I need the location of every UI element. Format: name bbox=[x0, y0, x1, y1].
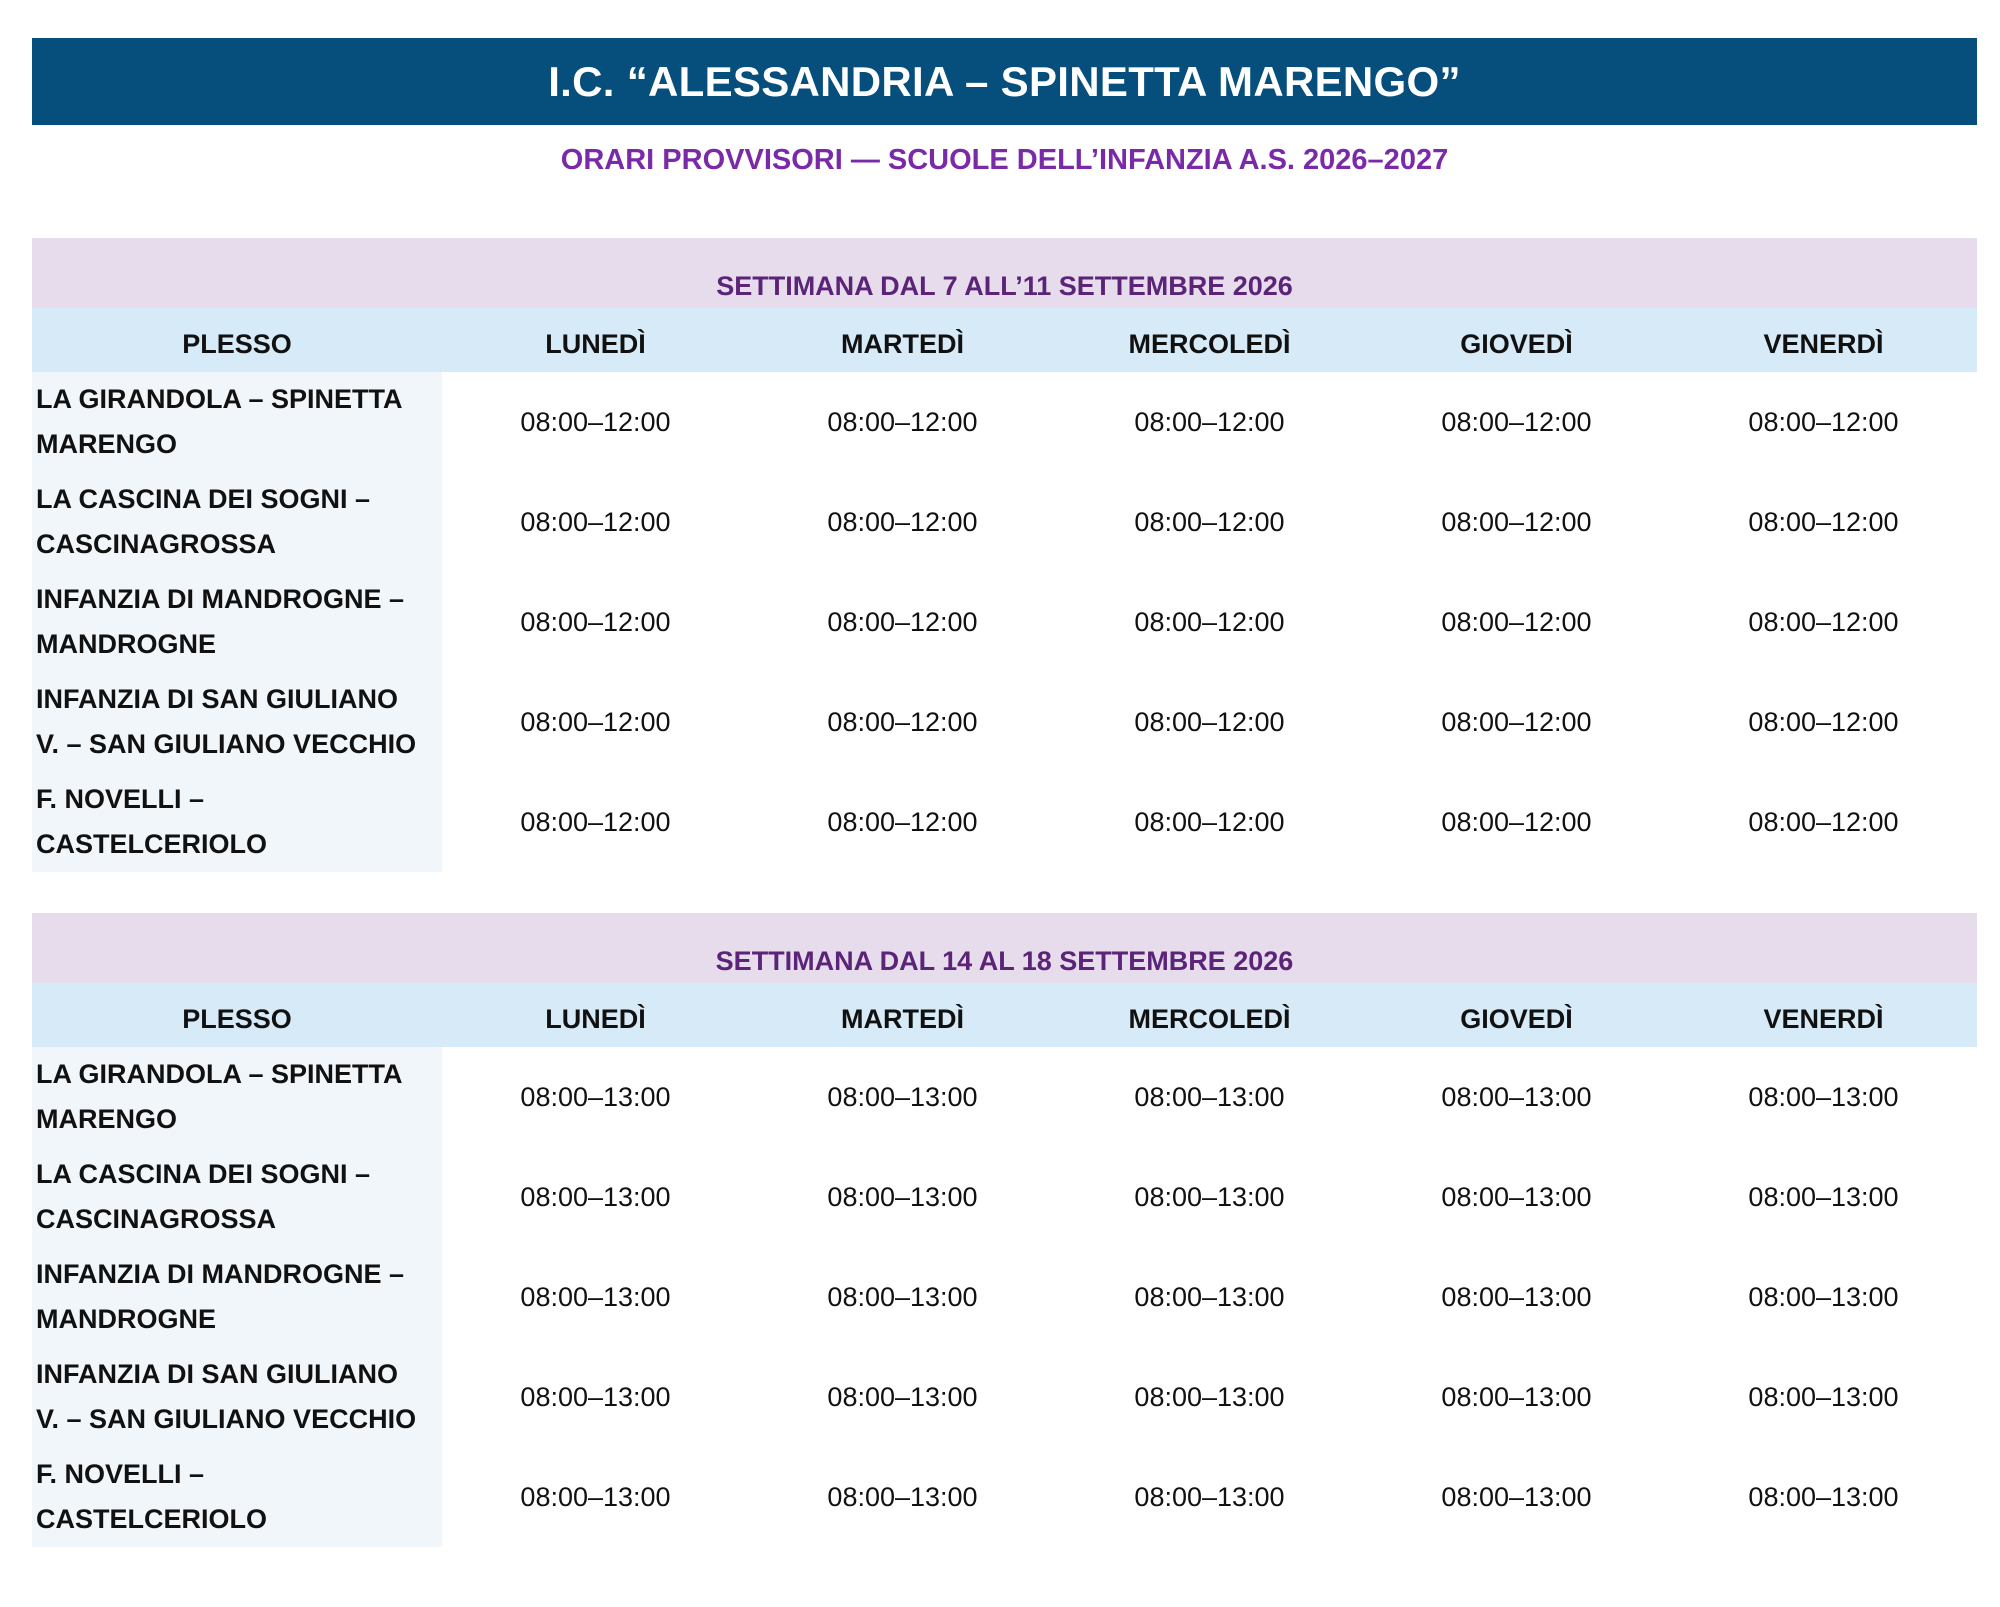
time-cell: 08:00–13:00 bbox=[1441, 1281, 1592, 1312]
time-cell: 08:00–13:00 bbox=[1441, 1181, 1592, 1212]
column-header-lunedi: LUNEDÌ bbox=[545, 328, 646, 359]
time-cell: 08:00–12:00 bbox=[1441, 406, 1592, 437]
time-cell: 08:00–12:00 bbox=[1134, 706, 1285, 737]
time-cell: 08:00–12:00 bbox=[1748, 406, 1899, 437]
plesso-name: INFANZIA DI SAN GIULIANO V. – SAN GIULIANO VECCHIO bbox=[32, 1347, 442, 1447]
time-cell: 08:00–13:00 bbox=[1748, 1481, 1899, 1512]
table-header-row bbox=[32, 308, 1977, 372]
time-cell: 08:00–13:00 bbox=[520, 1081, 671, 1112]
time-cell: 08:00–13:00 bbox=[827, 1381, 978, 1412]
time-cell: 08:00–13:00 bbox=[827, 1281, 978, 1312]
plesso-name: LA CASCINA DEI SOGNI – CASCINAGROSSA bbox=[32, 1147, 442, 1247]
time-cell: 08:00–12:00 bbox=[1748, 706, 1899, 737]
table-row bbox=[32, 1347, 1977, 1447]
school-title-banner bbox=[32, 38, 1977, 125]
time-cell: 08:00–12:00 bbox=[1134, 406, 1285, 437]
time-cell: 08:00–12:00 bbox=[520, 606, 671, 637]
time-cell: 08:00–13:00 bbox=[827, 1081, 978, 1112]
time-cell: 08:00–12:00 bbox=[1748, 806, 1899, 837]
time-cell: 08:00–12:00 bbox=[1441, 506, 1592, 537]
time-cell: 08:00–12:00 bbox=[827, 706, 978, 737]
week-title-text: SETTIMANA DAL 7 ALL’11 SETTEMBRE 2026 bbox=[716, 271, 1293, 301]
time-cell: 08:00–12:00 bbox=[520, 406, 671, 437]
plesso-name: INFANZIA DI SAN GIULIANO V. – SAN GIULIANO VECCHIO bbox=[32, 672, 442, 772]
week-table-2 bbox=[32, 913, 1977, 1547]
week-title bbox=[32, 238, 1977, 308]
time-cell: 08:00–13:00 bbox=[1441, 1381, 1592, 1412]
week-title-text: SETTIMANA DAL 14 AL 18 SETTEMBRE 2026 bbox=[715, 946, 1294, 976]
table-row bbox=[32, 1047, 1977, 1147]
table-row bbox=[32, 1447, 1977, 1547]
time-cell: 08:00–12:00 bbox=[1441, 706, 1592, 737]
time-cell: 08:00–13:00 bbox=[1441, 1081, 1592, 1112]
plesso-name: INFANZIA DI MANDROGNE – MANDROGNE bbox=[32, 1247, 442, 1347]
column-header-giovedi: GIOVEDÌ bbox=[1460, 328, 1573, 359]
week-table-1 bbox=[32, 238, 1977, 872]
time-cell: 08:00–12:00 bbox=[827, 606, 978, 637]
table-header-row bbox=[32, 983, 1977, 1047]
plesso-name: LA GIRANDOLA – SPINETTA MARENGO bbox=[32, 1047, 442, 1147]
time-cell: 08:00–13:00 bbox=[1134, 1181, 1285, 1212]
column-header-mercoledi: MERCOLEDÌ bbox=[1128, 1003, 1291, 1034]
time-cell: 08:00–12:00 bbox=[1748, 606, 1899, 637]
time-cell: 08:00–13:00 bbox=[1748, 1281, 1899, 1312]
time-cell: 08:00–13:00 bbox=[1134, 1281, 1285, 1312]
plesso-name: LA GIRANDOLA – SPINETTA MARENGO bbox=[32, 372, 442, 472]
table-row bbox=[32, 672, 1977, 772]
plesso-name: LA CASCINA DEI SOGNI – CASCINAGROSSA bbox=[32, 472, 442, 572]
time-cell: 08:00–13:00 bbox=[1748, 1081, 1899, 1112]
time-cell: 08:00–13:00 bbox=[1748, 1381, 1899, 1412]
column-header-venerdi: VENERDÌ bbox=[1763, 328, 1884, 359]
column-header-venerdi: VENERDÌ bbox=[1763, 1003, 1884, 1034]
table-row bbox=[32, 772, 1977, 872]
time-cell: 08:00–12:00 bbox=[520, 706, 671, 737]
time-cell: 08:00–13:00 bbox=[1134, 1481, 1285, 1512]
time-cell: 08:00–13:00 bbox=[1134, 1081, 1285, 1112]
time-cell: 08:00–13:00 bbox=[827, 1181, 978, 1212]
time-cell: 08:00–13:00 bbox=[1134, 1381, 1285, 1412]
column-header-mercoledi: MERCOLEDÌ bbox=[1128, 328, 1291, 359]
time-cell: 08:00–12:00 bbox=[827, 506, 978, 537]
plesso-name: INFANZIA DI MANDROGNE – MANDROGNE bbox=[32, 572, 442, 672]
column-header-martedi: MARTEDÌ bbox=[841, 1003, 964, 1034]
time-cell: 08:00–13:00 bbox=[1748, 1181, 1899, 1212]
time-cell: 08:00–12:00 bbox=[1748, 506, 1899, 537]
week-title bbox=[32, 913, 1977, 983]
time-cell: 08:00–12:00 bbox=[520, 506, 671, 537]
time-cell: 08:00–13:00 bbox=[520, 1181, 671, 1212]
column-header-plesso: PLESSO bbox=[182, 328, 292, 359]
school-title: I.C. “ALESSANDRIA – SPINETTA MARENGO” bbox=[548, 57, 1461, 105]
plesso-name: F. NOVELLI – CASTELCERIOLO bbox=[32, 1447, 442, 1547]
time-cell: 08:00–13:00 bbox=[520, 1381, 671, 1412]
time-cell: 08:00–12:00 bbox=[827, 406, 978, 437]
time-cell: 08:00–13:00 bbox=[520, 1481, 671, 1512]
time-cell: 08:00–12:00 bbox=[1441, 806, 1592, 837]
time-cell: 08:00–13:00 bbox=[827, 1481, 978, 1512]
table-row bbox=[32, 572, 1977, 672]
time-cell: 08:00–12:00 bbox=[1134, 606, 1285, 637]
plesso-name: F. NOVELLI – CASTELCERIOLO bbox=[32, 772, 442, 872]
time-cell: 08:00–13:00 bbox=[1441, 1481, 1592, 1512]
column-header-lunedi: LUNEDÌ bbox=[545, 1003, 646, 1034]
table-row bbox=[32, 472, 1977, 572]
table-row bbox=[32, 372, 1977, 472]
column-header-plesso: PLESSO bbox=[182, 1003, 292, 1034]
time-cell: 08:00–12:00 bbox=[827, 806, 978, 837]
time-cell: 08:00–12:00 bbox=[1441, 606, 1592, 637]
column-header-giovedi: GIOVEDÌ bbox=[1460, 1003, 1573, 1034]
column-header-martedi: MARTEDÌ bbox=[841, 328, 964, 359]
time-cell: 08:00–12:00 bbox=[1134, 806, 1285, 837]
schedule-subtitle: ORARI PROVVISORI — SCUOLE DELL’INFANZIA A.S. 2026–2027 bbox=[560, 144, 1449, 176]
time-cell: 08:00–12:00 bbox=[1134, 506, 1285, 537]
time-cell: 08:00–13:00 bbox=[520, 1281, 671, 1312]
table-row bbox=[32, 1147, 1977, 1247]
table-row bbox=[32, 1247, 1977, 1347]
time-cell: 08:00–12:00 bbox=[520, 806, 671, 837]
